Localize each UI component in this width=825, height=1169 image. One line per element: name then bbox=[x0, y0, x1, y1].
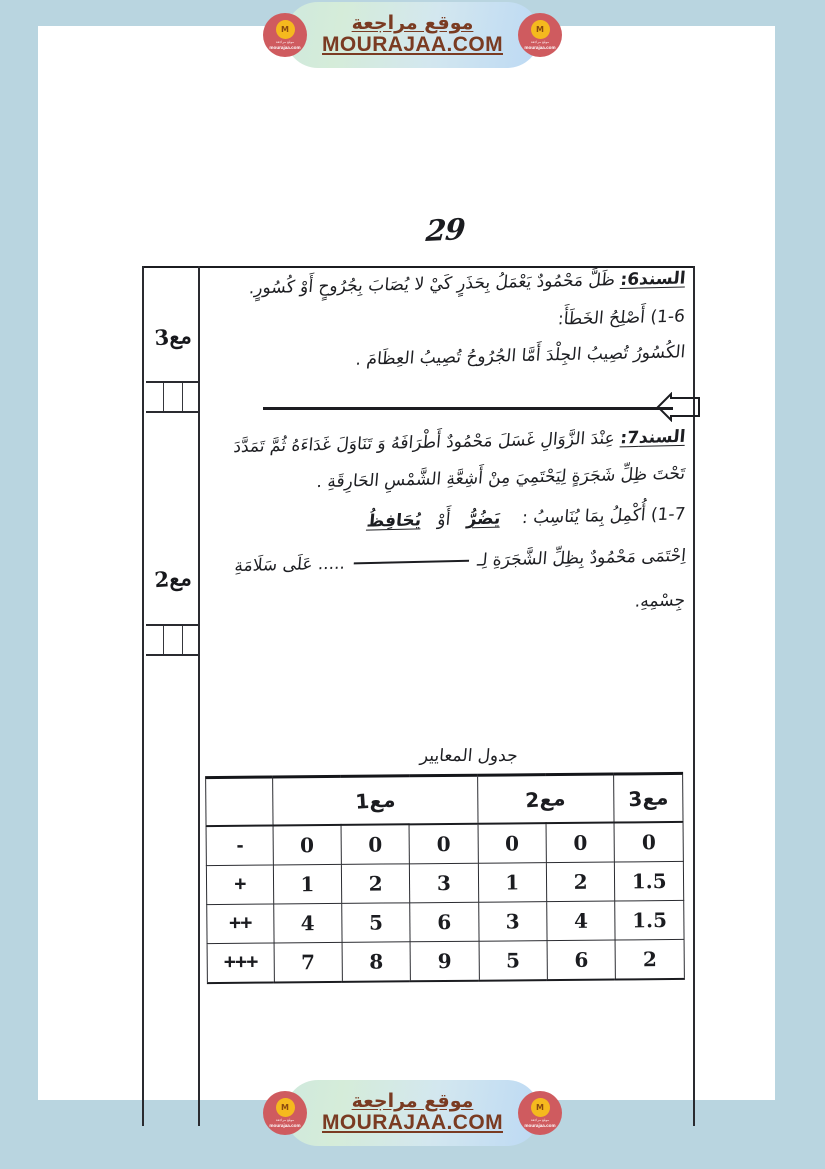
scoring-margin-column bbox=[142, 266, 200, 1126]
exercise-7-answer-dots: ..... bbox=[316, 553, 346, 575]
table-row bbox=[206, 861, 683, 904]
fill-in-blank-rule[interactable] bbox=[353, 560, 468, 565]
cell-score: 9 bbox=[410, 941, 479, 981]
exercise-6-source-text: ظَلَّ مَحْمُودٌ يَعْمَلُ بِحَذَرٍ كَيْ لا يُصَابَ بِجُرُوحٍ أَوْ كُسُورٍ. bbox=[248, 270, 616, 299]
watermark-arabic-label: موقع مراجعة bbox=[351, 1089, 474, 1112]
cell-score: 0 bbox=[478, 823, 547, 863]
cell-score: 6 bbox=[547, 940, 616, 980]
exercise-7-answer-suffix: عَلَى سَلَامَةِ bbox=[233, 554, 313, 577]
criteria-header-cell-2: مع2 bbox=[477, 774, 614, 824]
cell-score: 2 bbox=[341, 864, 410, 904]
logo-domain-text: mourajaa.com bbox=[524, 1122, 556, 1128]
logo-arabic-text: موقع مراجعة bbox=[530, 1118, 550, 1123]
cell-score: 2 bbox=[615, 939, 684, 979]
mourajaa-logo-icon bbox=[263, 13, 307, 57]
mourajaa-logo-icon bbox=[518, 1091, 562, 1135]
exercise-7-source-text-2: تَحْتَ ظِلِّ شَجَرَةٍ لِيَحْتَمِيَ مِنْ أَشِعَّةِ الشَّمْسِ الحَارِقَةِ . bbox=[316, 463, 687, 493]
left-arrow-icon bbox=[655, 392, 701, 422]
score-tick-box-criterion-3[interactable] bbox=[146, 381, 200, 413]
scanned-worksheet-content bbox=[108, 181, 708, 1126]
margin-label-criterion-2: مع2 bbox=[153, 564, 193, 593]
mourajaa-logo-icon bbox=[518, 13, 562, 57]
exercise-7-source-text-1: عِنْدَ الزَّوَالِ غَسَلَ مَحْمُودٌ أَطْرَافَهُ وَ تَنَاوَلَ غَدَاءَهُ ثُمَّ تَمَدَّدَ bbox=[232, 428, 616, 458]
cell-score: 6 bbox=[410, 902, 479, 942]
exercise-6-question-line bbox=[557, 307, 686, 330]
cell-score: 1.5 bbox=[615, 900, 684, 940]
logo-arabic-text: موقع مراجعة bbox=[530, 40, 550, 45]
logo-arabic-text: موقع مراجعة bbox=[275, 40, 295, 45]
cell-score: 0 bbox=[614, 822, 683, 862]
cell-sign: - bbox=[206, 826, 273, 866]
cell-score: 0 bbox=[273, 825, 342, 865]
exercise-6-answer-line bbox=[355, 342, 686, 369]
margin-label-criterion-3: مع3 bbox=[153, 322, 193, 351]
exercise-7-source-label: السند7: bbox=[619, 426, 687, 449]
exercise-7-answer-line-2 bbox=[634, 590, 686, 611]
logo-badge: M bbox=[276, 20, 295, 39]
page-number: 29 bbox=[424, 212, 466, 248]
section-separator-rule bbox=[263, 407, 673, 410]
exercise-7-option-2: يُحَافِظُ bbox=[365, 510, 422, 532]
criteria-table-body bbox=[206, 822, 684, 983]
cell-score: 1.5 bbox=[615, 861, 684, 901]
exercise-7-source-line-2 bbox=[316, 464, 686, 492]
logo-arabic-text: موقع مراجعة bbox=[275, 1118, 295, 1123]
cell-score: 8 bbox=[342, 942, 411, 982]
cell-score: 3 bbox=[410, 863, 479, 903]
criteria-table-title: جدول المعايير bbox=[419, 746, 519, 766]
criteria-table-header-row bbox=[206, 773, 683, 826]
score-tick-box-criterion-2[interactable] bbox=[146, 624, 200, 656]
tick-cell[interactable] bbox=[164, 383, 182, 411]
tick-cell[interactable] bbox=[146, 383, 164, 411]
exercise-6-source-label: السند6: bbox=[619, 268, 687, 290]
logo-domain-text: mourajaa.com bbox=[269, 1122, 301, 1128]
criteria-table bbox=[205, 772, 685, 984]
logo-badge: M bbox=[531, 20, 550, 39]
table-row bbox=[207, 939, 684, 983]
exercise-body-column bbox=[200, 266, 695, 1126]
exam-frame bbox=[142, 266, 695, 1126]
watermark-banner-top bbox=[0, 0, 825, 70]
cell-sign: +++ bbox=[207, 943, 274, 983]
tick-cell[interactable] bbox=[146, 626, 164, 654]
cell-score: 7 bbox=[274, 942, 343, 982]
watermark-domain-label[interactable]: MOURAJAA.COM bbox=[322, 33, 503, 57]
exercise-7-question-line bbox=[366, 504, 686, 531]
exercise-7-answer-prefix: اِحْتَمَى مَحْمُودٌ بِظِلِّ الشَّجَرَةِ لِـ bbox=[475, 545, 687, 571]
exercise-6-question-number: 1-6) bbox=[649, 306, 686, 328]
cell-score: 5 bbox=[342, 903, 411, 943]
cell-sign: + bbox=[206, 865, 273, 905]
tick-cell[interactable] bbox=[183, 626, 200, 654]
criteria-header-cell-3: مع3 bbox=[614, 773, 683, 822]
exercise-7-answer-text-2: جِسْمِهِ. bbox=[634, 590, 686, 612]
table-row bbox=[206, 822, 683, 866]
scanned-paper-sheet bbox=[38, 26, 775, 1100]
cell-sign: ++ bbox=[207, 904, 274, 944]
watermark-pill[interactable] bbox=[285, 2, 540, 68]
exercise-7-source-line-1 bbox=[233, 427, 686, 457]
logo-badge: M bbox=[531, 1098, 550, 1117]
exercise-6-question-text: أَصْلِحُ الخَطَأَ: bbox=[557, 307, 647, 330]
logo-badge: M bbox=[276, 1098, 295, 1117]
mourajaa-logo-icon bbox=[263, 1091, 307, 1135]
cell-score: 0 bbox=[341, 824, 410, 864]
exercise-7-option-1: يَضُرُّ bbox=[465, 508, 502, 530]
cell-score: 0 bbox=[409, 824, 478, 864]
cell-score: 1 bbox=[273, 864, 342, 904]
criteria-header-cell-1: مع1 bbox=[272, 775, 477, 825]
watermark-arabic-label: موقع مراجعة bbox=[351, 11, 474, 34]
logo-domain-text: mourajaa.com bbox=[524, 44, 556, 50]
criteria-header-cell-sign bbox=[206, 777, 273, 826]
cell-score: 3 bbox=[478, 902, 547, 942]
tick-cell[interactable] bbox=[164, 626, 182, 654]
exercise-7-question-number: 1-7) bbox=[650, 504, 687, 526]
cell-score: 4 bbox=[273, 903, 342, 943]
cell-score: 0 bbox=[546, 823, 615, 863]
exercise-6-source-line bbox=[199, 269, 687, 300]
exercise-6-answer-text: الكُسُورُ تُصِيبُ الجِلْدَ أَمَّا الجُرُوحُ تُصِيبُ العِظَامَ . bbox=[354, 342, 687, 370]
watermark-banner-bottom bbox=[0, 1078, 825, 1148]
cell-score: 2 bbox=[546, 862, 615, 902]
exercise-7-answer-line-1 bbox=[233, 546, 686, 576]
cell-score: 5 bbox=[479, 941, 548, 981]
watermark-pill[interactable] bbox=[285, 1080, 540, 1146]
cell-score: 4 bbox=[547, 901, 616, 941]
logo-domain-text: mourajaa.com bbox=[269, 44, 301, 50]
tick-cell[interactable] bbox=[183, 383, 200, 411]
exercise-7-question-text: أُكْمِلُ بِمَا يُنَاسِبُ : bbox=[521, 505, 647, 529]
watermark-domain-label[interactable]: MOURAJAA.COM bbox=[322, 1111, 503, 1135]
exercise-7-option-or: أَوْ bbox=[436, 509, 452, 531]
cell-score: 1 bbox=[478, 863, 547, 903]
table-row bbox=[207, 900, 684, 943]
